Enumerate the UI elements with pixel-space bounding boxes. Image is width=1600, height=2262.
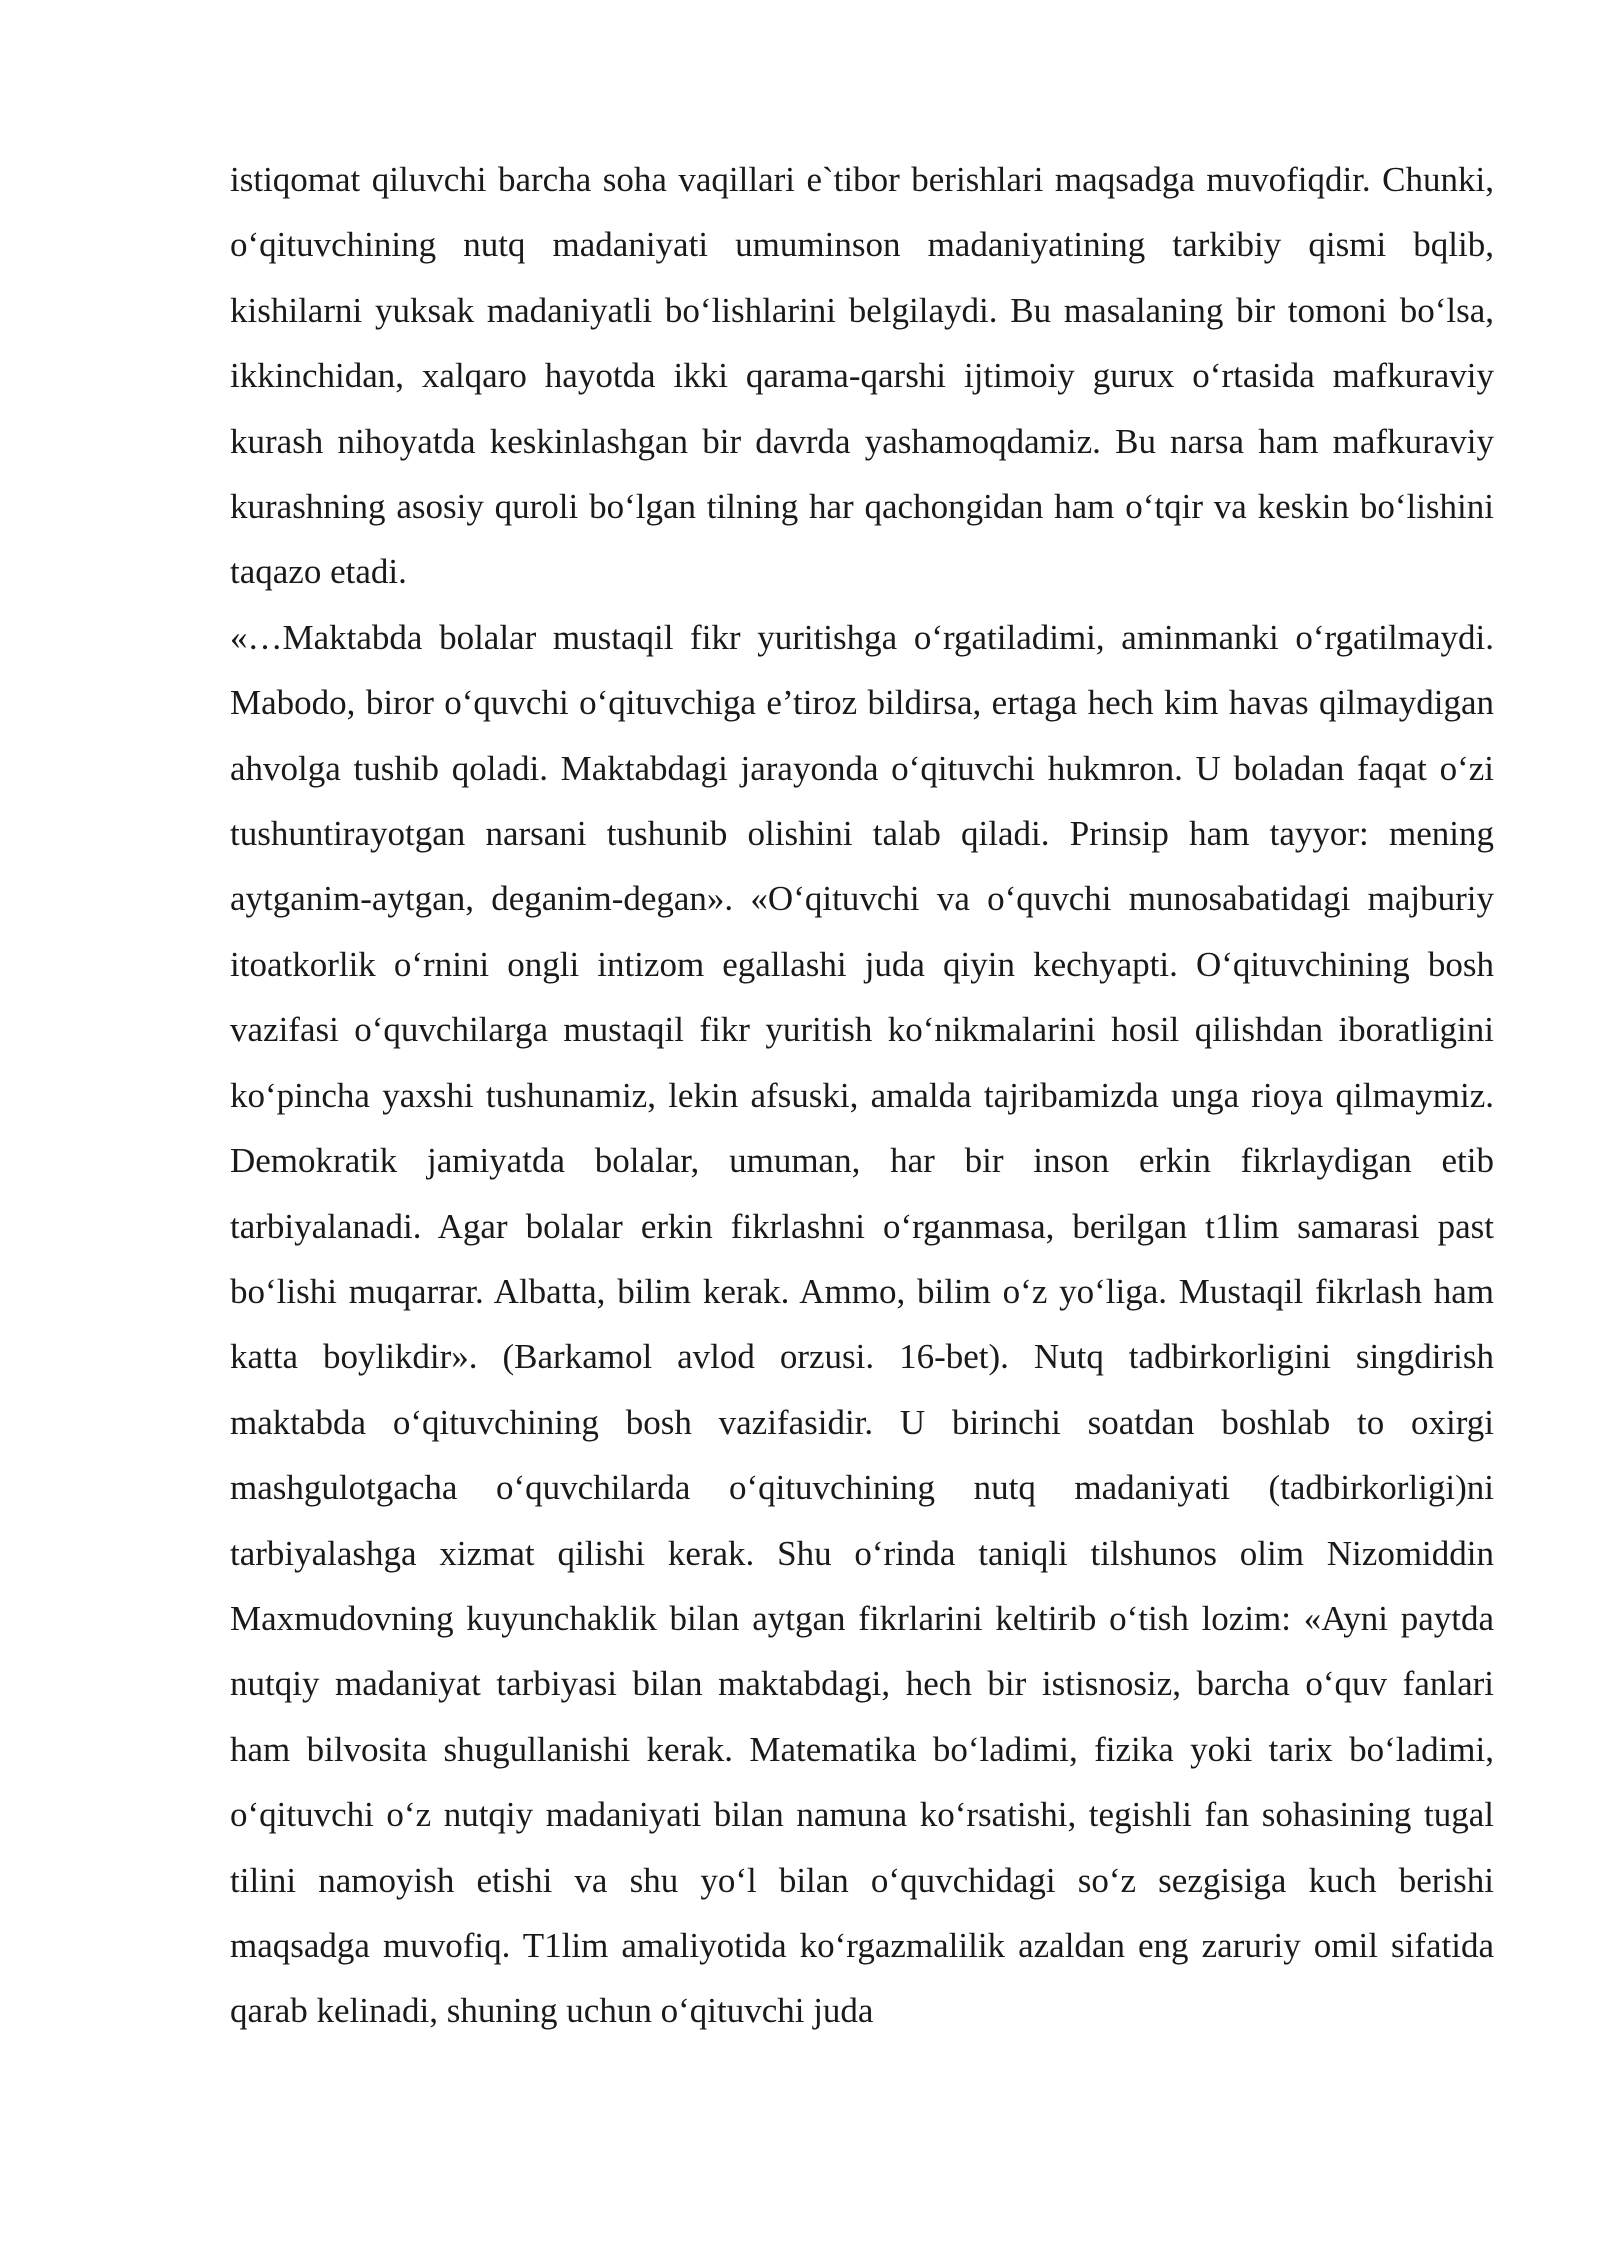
body-text xyxy=(230,147,1494,2044)
paragraph-1: istiqomat qiluvchi barcha soha vaqillari e`tibor berishlari maqsadga muvofiqdir. Chunki, o‘qituvchining nutq madaniyati umuminson madaniyatining tarkibiy qismi bqlib, kishilarni yuksak madaniyatli bo‘lishlarini belgilaydi. Bu masalaning bir tomoni bo‘lsa, ikkinchidan, xalqaro hayotda ikki qarama-qarshi ijtimoiy gurux o‘rtasida mafkuraviy kurash nihoyatda keskinlashgan bir davrda yashamoqdamiz. Bu narsa ham mafkuraviy kurashning asosiy quroli bo‘lgan tilning har qachongidan ham o‘tqir va keskin bo‘lishini taqazo etadi. xyxy=(230,160,1494,592)
paragraph-2: «…Maktabda bolalar mustaqil fikr yuritishga o‘rgatiladimi, aminmanki o‘rgatilmaydi. Mabodo, biror o‘quvchi o‘qituvchiga e’tiroz bildirsa, ertaga hech kim havas qilmaydigan ahvolga tushib qoladi. Maktabdagi jarayonda o‘qituvchi hukmron. U boladan faqat o‘zi tushuntirayotgan narsani tushunib olishini talab qiladi. Prinsip ham tayyor: mening aytganim-aytgan, deganim-degan». «O‘qituvchi va o‘quvchi munosabatidagi majburiy itoatkorlik o‘rnini ongli intizom egallashi juda qiyin kechyapti. O‘qituvchining bosh vazifasi o‘quvchilarga mustaqil fikr yuritish ko‘nikmalarini hosil qilishdan iboratligini ko‘pincha yaxshi tushunamiz, lekin afsuski, amalda tajribamizda unga rioya qilmaymiz. Demokratik jamiyatda bolalar, umuman, har bir inson erkin fikrlaydigan etib tarbiyalanadi. Agar bolalar erkin fikrlashni o‘rganmasa, berilgan t1lim samarasi past bo‘lishi muqarrar. Albatta, bilim kerak. Ammo, bilim o‘z yo‘liga. Mustaqil fikrlash ham katta boylikdir». (Barkamol avlod orzusi. 16-bet). Nutq tadbirkorligini singdirish maktabda o‘qituvchining bosh vazifasidir. U birinchi soatdan boshlab to oxirgi mashgulotgacha o‘quvchilarda o‘qituvchining nutq madaniyati (tadbirkorligi)ni tarbiyalashga xizmat qilishi kerak. Shu o‘rinda taniqli tilshunos olim Nizomiddin Maxmudovning kuyunchaklik bilan aytgan fikrlarini keltirib o‘tish lozim: «Ayni paytda nutqiy madaniyat tarbiyasi bilan maktabdagi, hech bir istisnosiz, barcha o‘quv fanlari ham bilvosita shugullanishi kerak. Matematika bo‘ladimi, fizika yoki tarix bo‘ladimi, o‘qituvchi o‘z nutqiy madaniyati bilan namuna ko‘rsatishi, tegishli fan sohasining tugal tilini namoyish etishi va shu yo‘l bilan o‘quvchidagi so‘z sezgisiga kuch berishi maqsadga muvofiq. T1lim amaliyotida ko‘rgazmalilik azaldan eng zaruriy omil sifatida qarab kelinadi, shuning uchun o‘qituvchi juda xyxy=(230,617,1494,2031)
